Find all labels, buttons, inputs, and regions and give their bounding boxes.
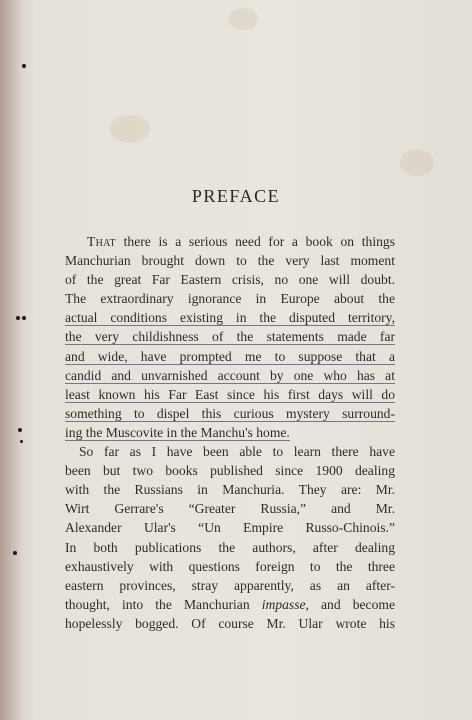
ink-speck [18,428,22,432]
page-title: PREFACE [191,186,281,206]
paper-stain [110,115,150,143]
underlined-text: least known his Far East since his first days will do [65,386,395,402]
text-line [65,347,395,366]
text-line: Manchurian brought down to the very last moment [65,253,395,269]
underlined-text: the very childishness of the statements made far [65,329,395,345]
ink-speck [20,440,23,443]
underlined-text: ing the Muscovite in the Manchu's home. [65,424,290,440]
text-line [65,308,395,327]
text-line: So far as I have been able to learn there have [79,444,395,460]
text-line [65,385,395,404]
body-text [65,232,395,633]
underlined-text: actual conditions existing in the disputed territory, [65,310,395,326]
text-line: with the Russians in Manchuria. They are: Mr. [65,482,395,498]
ink-speck [13,551,17,555]
underlined-text: candid and unvarnished account by one who has at [65,367,395,383]
text-line: Wirt Gerrare's “Greater Russia,” and Mr. [65,501,395,517]
text-line: been but two books published since 1900 dealing [65,463,395,479]
text-line: exhaustively with questions foreign to the three [65,558,395,574]
text-line [65,327,395,346]
text-line: thought, into the Manchurian impasse, and become [65,596,395,612]
text-line: That there is a serious need for a book on things [87,234,395,249]
text-line: hopelessly bogged. Of course Mr. Ular wrote his [65,615,395,631]
lead-word: That [87,234,116,249]
ink-speck [16,316,20,320]
ink-speck [22,316,26,320]
text-line [65,423,395,442]
text-line [65,366,395,385]
underlined-text: and wide, have prompted me to suppose that a [65,348,395,364]
page-gutter-shadow [0,0,22,720]
text-line: In both publications the authors, after dealing [65,539,395,555]
underlined-text: something to dispel this curious mystery surround- [65,405,395,421]
text-line [65,404,395,423]
paper-stain [228,8,258,30]
ink-speck [22,64,26,68]
text-line: of the great Far Eastern crisis, no one will doubt. [65,272,395,288]
paper-stain [400,150,434,176]
text-line: The extraordinary ignorance in Europe about the [65,291,395,307]
italic-word: impasse [261,596,306,612]
text-line: eastern provinces, stray apparently, as an after- [65,577,395,593]
text-line: Alexander Ular's “Un Empire Russo-Chinois.” [65,520,395,536]
